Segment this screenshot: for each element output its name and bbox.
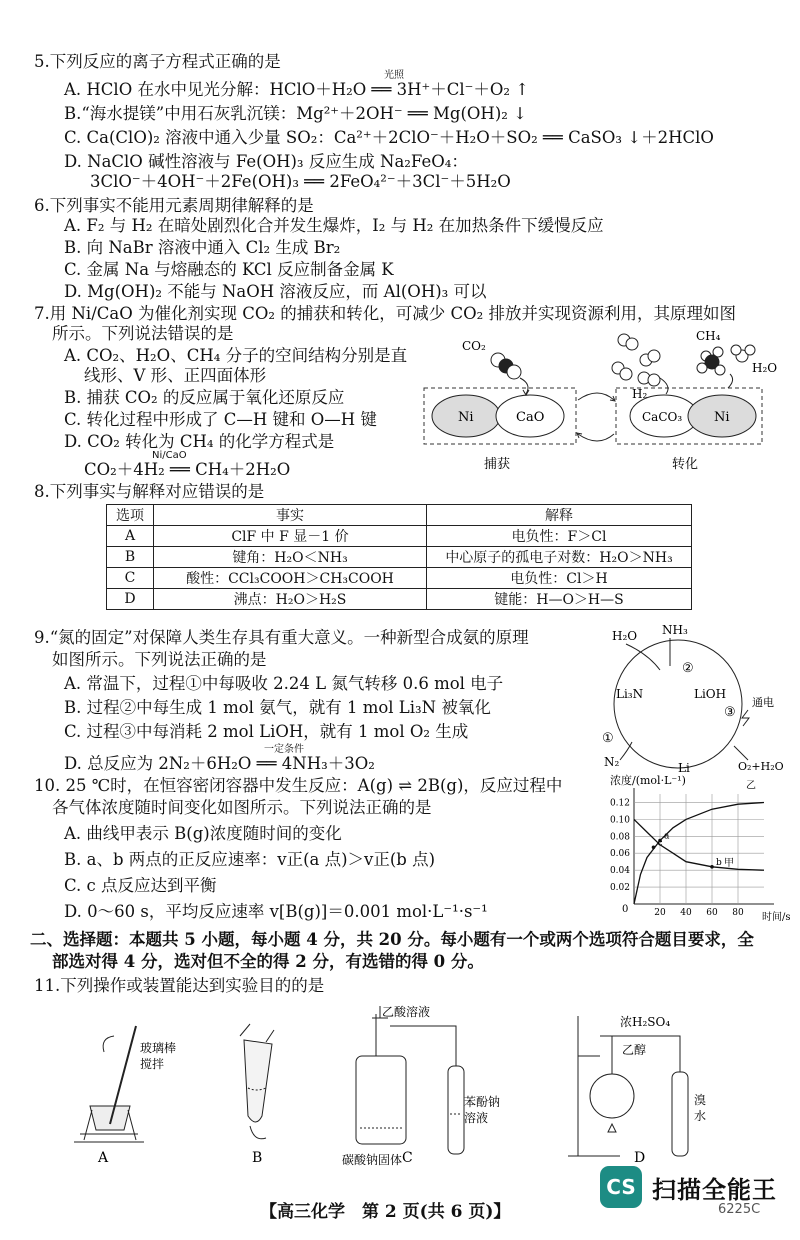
q8-stem: 8.下列事实与解释对应错误的是 [34,482,265,501]
table-cell: 电负性：F＞Cl [427,526,692,547]
table-row [107,526,692,547]
cycle-arrow-top [578,393,614,400]
chart-x-axis-label: 时间/s [762,912,791,923]
q11-apparatus-figure [60,996,740,1168]
page-footer: 【高三化学 第 2 页(共 6 页)】 [260,1202,511,1222]
q6-stem: 6.下列事实不能用元素周期律解释的是 [34,196,314,215]
table-cell: 键角：H₂O＜NH₃ [154,547,427,568]
label-c: C [402,1150,413,1166]
apparatus-a-icon [74,1026,144,1142]
chart-x-tick-label: 60 [706,908,718,918]
h2o-label: H₂O [612,629,638,643]
h2-molecules-icon [612,334,660,386]
q9-option-a: A. 常温下，过程①中每吸收 2.24 L 氮气转移 0.6 mol 电子 [64,674,504,693]
q9-option-b: B. 过程②中每生成 1 mol 氨气，就有 1 mol Li₃N 被氧化 [64,698,491,717]
table-cell: ClF 中 F 显－1 价 [154,526,427,547]
q10-stem-line1: 10. 25 ℃时，在恒容密闭容器中发生反应：A(g) ⇌ 2B(g)，反应过程中 [34,776,563,795]
li-label: Li [678,761,690,775]
table-cell: 电负性：Cl＞H [427,568,692,589]
q10-option-c: C. c 点反应达到平衡 [64,876,217,895]
h2o-label: H₂O [752,361,778,375]
d-ethanol-label: 乙醇 [622,1043,647,1057]
step2-label: ② [682,661,694,676]
chart-y-tick-label: 0.12 [609,798,630,809]
q9-option-c: C. 过程③中每消耗 2 mol LiOH，就有 1 mol O₂ 生成 [64,722,469,741]
table-cell: A [107,526,154,547]
co2-o2-icon [507,365,521,379]
table-header: 事实 [154,505,427,526]
q5-option-d: D. NaClO 碱性溶液与 Fe(OH)₃ 反应生成 Na₂FeO₄： [64,152,468,171]
chart-x-tick-label: 20 [654,908,666,918]
q6-option-a: A. F₂ 与 H₂ 在暗处剧烈化合并发生爆炸，I₂ 与 H₂ 在加热条件下缓慢反应 [64,216,604,235]
n2-label: N₂ [604,755,620,769]
chart-point-label: a [664,831,670,842]
q6-option-d: D. Mg(OH)₂ 不能与 NaOH 溶液反应，而 Al(OH)₃ 可以 [64,282,487,301]
doc-code: 6225C [718,1202,761,1217]
section2-line2: 部选对得 4 分，选对但不全的得 2 分，有选错的得 0 分。 [52,952,484,971]
q5-a-condition: 光照 [384,70,404,81]
table-header-row [107,505,692,526]
ch4-molecule-icon [697,347,725,375]
ni2-label: Ni [714,410,730,425]
a-note-line2: 搅拌 [140,1057,165,1071]
convert-label: 转化 [672,457,699,472]
q9-cycle-diagram [598,620,794,792]
cycle-arrow-bottom [578,434,614,441]
apparatus-d-icon [568,1016,688,1156]
q10-option-b: B. a、b 两点的正反应速率：v正(a 点)＞v正(b 点) [64,850,436,869]
c-solution-label1: 苯酚钠 [464,1095,501,1109]
q7-option-d: D. CO₂ 转化为 CH₄ 的化学方程式是 [64,432,335,451]
lightning-icon [742,710,749,726]
a-note-line1: 玻璃棒 [140,1041,177,1055]
c-solid-label: 碳酸钠固体 [342,1153,403,1167]
table-row [107,589,692,610]
q6-option-b: B. 向 NaBr 溶液中通入 Cl₂ 生成 Br₂ [64,238,341,257]
chart-point [652,846,656,850]
co2-label: CO₂ [462,339,486,353]
table-cell: B [107,547,154,568]
table-cell: 沸点：H₂O＞H₂S [154,589,427,610]
cycle-circle [614,640,742,768]
ni-label: Ni [458,410,474,425]
q7-equation: CO₂＋4H₂ ══ CH₄＋2H₂O [84,460,291,479]
q5-stem: 5.下列反应的离子方程式正确的是 [34,52,281,71]
chart-point [710,865,714,869]
chart-y-axis-label: 浓度/(mol·L⁻¹) [610,774,686,787]
q7-option-a: A. CO₂、H₂O、CH₄ 分子的空间结构分别是直 [64,346,408,365]
chart-origin-label: 0 [622,904,629,915]
q5-option-b: B.“海水提镁”中用石灰乳沉镁：Mg²⁺＋2OH⁻ ══ Mg(OH)₂ ↓ [64,104,527,123]
table-header: 选项 [107,505,154,526]
chart-point-label: b [716,857,722,868]
table-row [107,547,692,568]
table-header: 解释 [427,505,692,526]
chart-y-tick-label: 0.10 [609,815,630,826]
chart-series-line [634,819,764,870]
table-cell: 酸性：CCl₃COOH＞CH₃COOH [154,568,427,589]
label-d: D [634,1150,646,1166]
q5-option-a: A. HClO 在水中见光分解：HClO＋H₂O ══ 3H⁺＋Cl⁻＋O₂ ↑ [64,80,530,99]
q7-option-a-cont: 线形、V 形、正四面体形 [84,366,267,385]
apparatus-c-icon [356,1006,464,1154]
q10-concentration-chart [588,772,796,924]
chart-y-tick-label: 0.06 [609,849,630,860]
q7-stem-line1: 7.用 Ni/CaO 为催化剂实现 CO₂ 的捕获和转化，可减少 CO₂ 排放并实现资源利用，其原理如图 [34,304,737,323]
step1-label: ① [602,731,614,746]
chart-series-label: 乙 [746,780,756,792]
q5-option-c: C. Ca(ClO)₂ 溶液中通入少量 SO₂：Ca²⁺＋2ClO⁻＋H₂O＋SO₂ ══ CaSO₃ ↓＋2HClO [64,128,714,147]
q9-stem-line1: 9.“氮的固定”对保障人类生存具有重大意义。一种新型合成氨的原理 [34,628,529,647]
section2-line1: 二、选择题：本题共 5 小题，每小题 4 分，共 20 分。每小题有一个或两个选项符合题目要求，全 [30,930,754,949]
power-label: 通电 [752,696,774,709]
ch4-label: CH₄ [696,329,721,343]
q10-option-a: A. 曲线甲表示 B(g)浓度随时间的变化 [64,824,342,843]
c-solution-label2: 溶液 [464,1111,489,1125]
q7-equation-condition: Ni/CaO [152,450,187,461]
table-cell: C [107,568,154,589]
li3n-label: Li₃N [616,687,644,701]
table-cell: D [107,589,154,610]
chart-series-label: 甲 [724,858,734,870]
q6-option-c: C. 金属 Na 与熔融态的 KCl 反应制备金属 K [64,260,394,279]
d-acid-label: 浓H₂SO₄ [620,1015,671,1029]
q10-stem-line2: 各气体浓度随时间变化如图所示。下列说法正确的是 [52,798,432,817]
camscanner-name: 扫描全能王 [652,1176,777,1204]
q7-option-c: C. 转化过程中形成了 C—H 键和 O—H 键 [64,410,377,429]
q5-option-d-equation: 3ClO⁻＋4OH⁻＋2Fe(OH)₃ ══ 2FeO₄²⁻＋3Cl⁻＋5H₂O [90,172,511,191]
table-cell: 键能：H—O＞H—S [427,589,692,610]
h2o-molecule-icon [731,345,755,362]
camscanner-logo: CS [600,1166,642,1208]
table-row [107,568,692,589]
q9-option-d: D. 总反应为 2N₂＋6H₂O ══ 4NH₃＋3O₂ [64,754,375,773]
label-a: A [98,1150,109,1166]
apparatus-b-icon [240,1024,274,1139]
o2-h2o-label: O₂+H₂O [738,760,784,773]
caco3-label: CaCO₃ [642,410,683,424]
d-bromine-label1: 溴 [694,1093,707,1107]
d-bromine-label2: 水 [694,1109,707,1123]
capture-label: 捕获 [484,457,511,472]
q11-stem: 11.下列操作或装置能达到实验目的的是 [34,976,325,995]
q8-table [106,504,692,610]
chart-x-tick-label: 80 [732,908,744,918]
q9-d-condition: 一定条件 [264,744,304,755]
chart-y-tick-label: 0.02 [609,883,630,894]
chart-point-label: c [657,838,663,849]
chart-x-tick-label: 40 [680,908,692,918]
q10-option-d: D. 0～60 s，平均反应速率 v[B(g)]＝0.001 mol·L⁻¹·s⁻¹ [64,902,488,921]
lioh-label: LiOH [694,687,727,701]
c-top-label: 乙酸溶液 [382,1005,431,1019]
table-cell: 中心原子的孤电子对数：H₂O＞NH₃ [427,547,692,568]
q9-stem-line2: 如图所示。下列说法正确的是 [52,650,267,669]
q7-diagram [410,326,790,478]
step3-label: ③ [724,705,736,720]
q7-option-b: B. 捕获 CO₂ 的反应属于氧化还原反应 [64,388,345,407]
label-b: B [252,1150,263,1166]
nh3-label: NH₃ [662,623,688,637]
q7-stem-line2: 所示。下列说法错误的是 [52,324,234,343]
h2-label: H₂ [632,387,648,401]
cao-label: CaO [516,410,545,425]
chart-y-tick-label: 0.04 [609,866,630,877]
chart-y-tick-label: 0.08 [609,832,630,843]
